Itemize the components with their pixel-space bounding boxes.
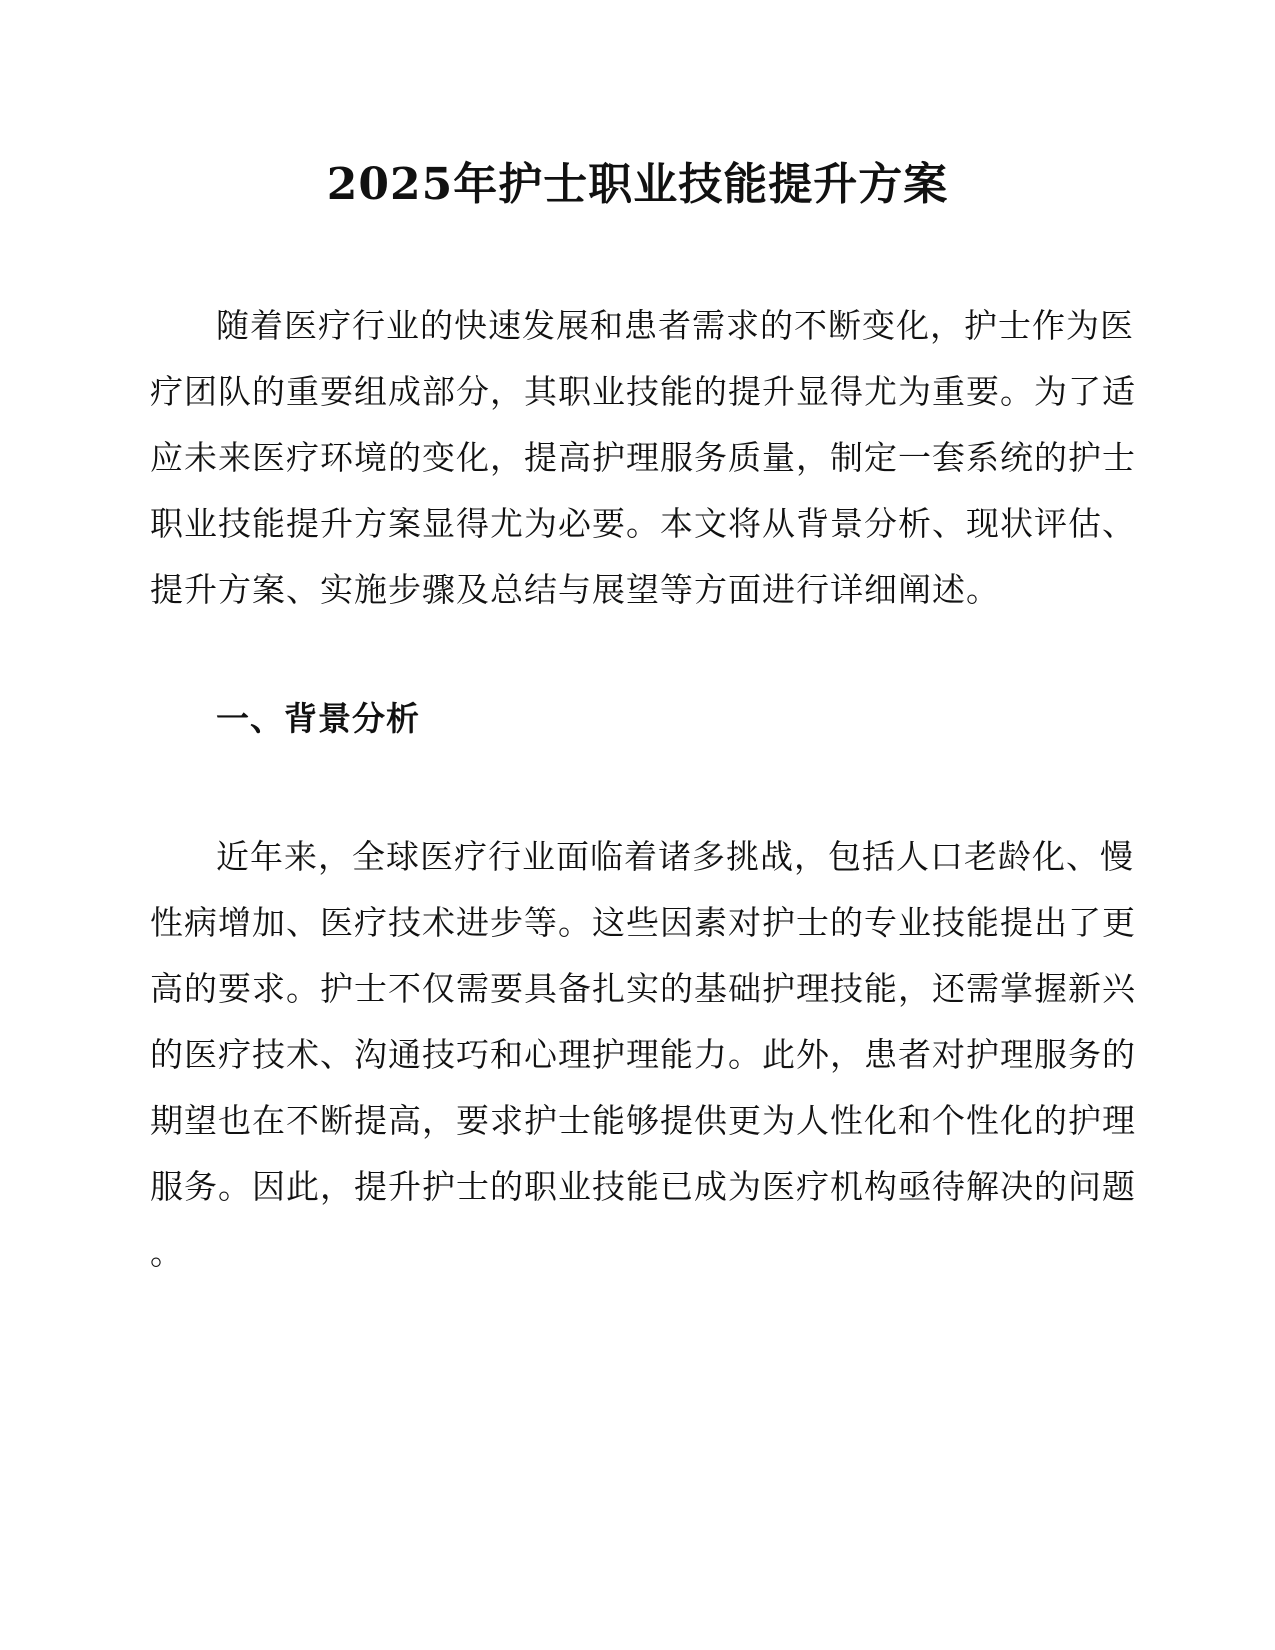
background-line: 期望也在不断提高，要求护士能够提供更为人性化和个性化的护理	[150, 1101, 1136, 1140]
document-title: 2025年护士职业技能提升方案	[326, 159, 949, 210]
background-line: 服务。因此，提升护士的职业技能已成为医疗机构亟待解决的问题	[150, 1167, 1136, 1206]
intro-line: 疗团队的重要组成部分，其职业技能的提升显得尤为重要。为了适	[150, 372, 1136, 411]
background-line: 近年来，全球医疗行业面临着诸多挑战，包括人口老龄化、慢	[216, 837, 1134, 876]
intro-line: 随着医疗行业的快速发展和患者需求的不断变化，护士作为医	[216, 306, 1134, 345]
background-paragraph	[150, 824, 1136, 1286]
intro-line: 职业技能提升方案显得尤为必要。本文将从背景分析、现状评估、	[150, 504, 1136, 543]
background-line: 的医疗技术、沟通技巧和心理护理能力。此外，患者对护理服务的	[150, 1035, 1136, 1074]
background-line: 高的要求。护士不仅需要具备扎实的基础护理技能，还需掌握新兴	[150, 969, 1136, 1008]
intro-line: 提升方案、实施步骤及总结与展望等方面进行详细阐述。	[150, 570, 1000, 609]
intro-paragraph	[150, 293, 1136, 623]
background-line: 性病增加、医疗技术进步等。这些因素对护士的专业技能提出了更	[150, 903, 1136, 942]
background-line: 。	[150, 1233, 184, 1272]
section-heading-background: 一、背景分析	[216, 699, 420, 738]
intro-line: 应未来医疗环境的变化，提高护理服务质量，制定一套系统的护士	[150, 438, 1136, 477]
